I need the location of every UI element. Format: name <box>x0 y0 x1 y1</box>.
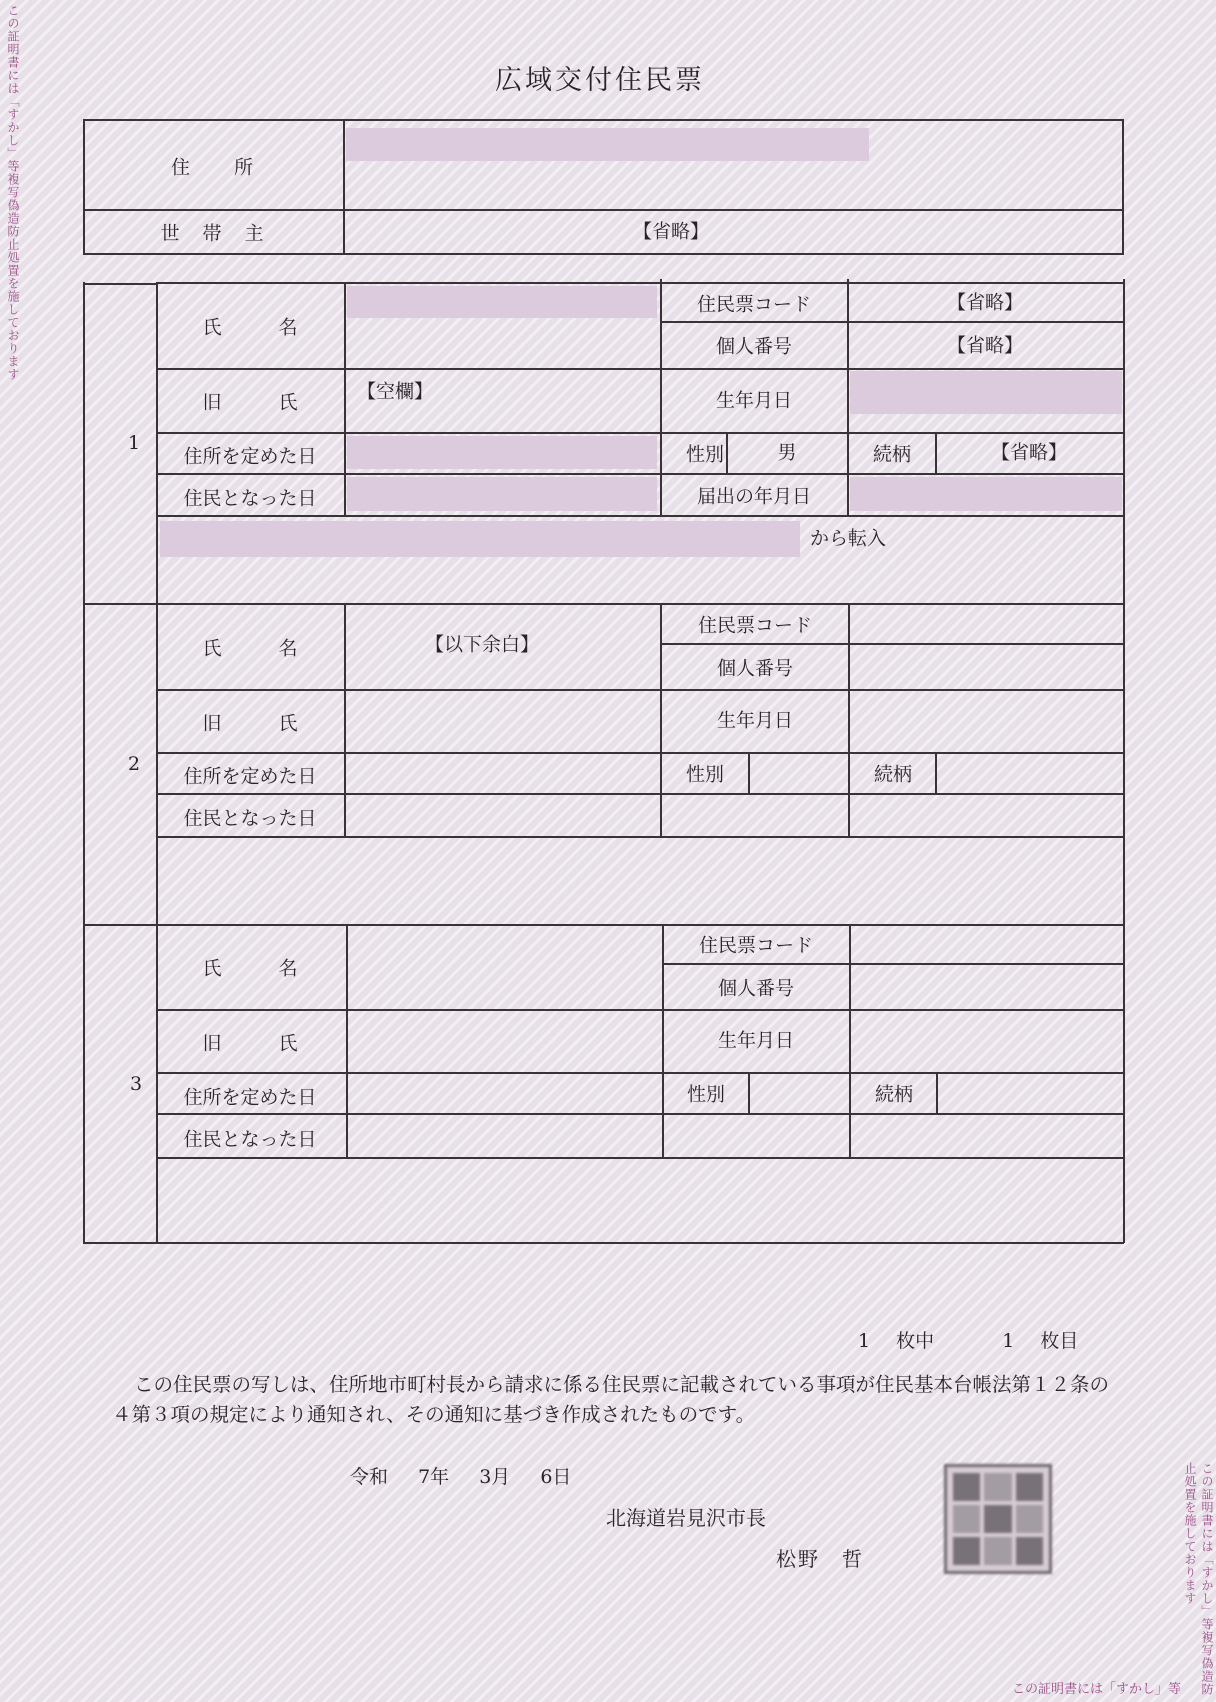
issuer-title: 北海道岩見沢市長 <box>606 1506 766 1530</box>
person-1-sex: 男 <box>777 441 797 464</box>
address-redacted <box>346 128 869 161</box>
person-1-moved-from-suffix: から転入 <box>809 527 887 550</box>
issuer-name: 松野 哲 <box>776 1547 864 1571</box>
person-2-old-surname-label: 旧 氏 <box>202 712 298 735</box>
person-1-relationship: 【省略】 <box>990 441 1068 464</box>
person-3-relationship-label: 続柄 <box>874 1083 914 1106</box>
householder-label: 世 帯 主 <box>160 222 266 245</box>
person-1-old-surname: 【空欄】 <box>356 380 434 403</box>
person-2-name: 【以下余白】 <box>424 633 540 656</box>
person-3-became-resident-date-label: 住民となった日 <box>183 1128 317 1151</box>
page-count-total: 1 <box>858 1330 871 1352</box>
person-2-became-resident-date-label: 住民となった日 <box>183 807 317 830</box>
person-2-sex-label: 性別 <box>685 763 725 786</box>
person-3-sex-label: 性別 <box>686 1083 726 1106</box>
issue-date <box>350 1462 571 1489</box>
person-2-birth-date-label: 生年月日 <box>716 709 794 732</box>
person-3-index: 3 <box>129 1073 143 1095</box>
person-1-resident-code: 【省略】 <box>946 291 1024 314</box>
person-2-resident-code-label: 住民票コード <box>697 614 813 637</box>
person-1-old-surname-label: 旧 氏 <box>202 391 298 414</box>
person-3-old-surname-label: 旧 氏 <box>202 1032 298 1055</box>
page-count-current: 1 <box>1002 1330 1015 1352</box>
person-2-address-set-date-label: 住所を定めた日 <box>183 765 317 788</box>
person-1-birth-date-label: 生年月日 <box>715 389 793 412</box>
issue-era: 令和 <box>350 1466 389 1488</box>
person-1-address-set-date-redacted <box>347 436 657 469</box>
page-count <box>858 1326 1078 1353</box>
person-3-name-label: 氏 名 <box>202 957 298 980</box>
issue-month: 3月 <box>479 1466 511 1488</box>
person-1-previous-address-redacted <box>160 521 800 557</box>
person-1-index: 1 <box>127 432 141 454</box>
issue-day: 6日 <box>540 1466 572 1488</box>
person-1-resident-code-label: 住民票コード <box>696 293 812 316</box>
watermark-note-left: この証明書には「すかし」等複写偽造防止処置を施しております <box>6 4 20 381</box>
page-count-total-suffix: 枚中 <box>896 1330 935 1352</box>
person-3-birth-date-label: 生年月日 <box>717 1029 795 1052</box>
watermark-note-right: この証明書には「すかし」等複写偽造防止処置を施しております <box>1183 1462 1214 1696</box>
official-seal <box>944 1464 1052 1574</box>
person-2-index: 2 <box>127 753 141 775</box>
person-1-name-label: 氏 名 <box>202 316 298 339</box>
person-2-name-label: 氏 名 <box>202 637 298 660</box>
person-2-individual-number-label: 個人番号 <box>716 657 794 680</box>
person-1-sex-label: 性別 <box>685 443 725 466</box>
person-3-resident-code-label: 住民票コード <box>698 934 814 957</box>
address-label: 住 所 <box>170 156 256 179</box>
householder-value: 【省略】 <box>632 220 710 243</box>
issue-year: 7年 <box>418 1466 450 1488</box>
person-1-individual-number-label: 個人番号 <box>715 335 793 358</box>
certification-text: この住民票の写しは、住所地市町村長から請求に係る住民票に記載されている事項が住民基本台帳法第１２条の４第３項の規定により通知され、その通知に基づき作成されたものです。 <box>112 1373 1110 1426</box>
person-1-name-redacted <box>347 286 657 318</box>
person-1-notification-date-redacted <box>850 477 1122 511</box>
watermark-note-bottom: この証明書には「すかし」等 <box>1012 1682 1182 1697</box>
person-3-address-set-date-label: 住所を定めた日 <box>183 1086 317 1109</box>
person-3-individual-number-label: 個人番号 <box>717 977 795 1000</box>
person-1-birth-date-redacted <box>850 371 1122 414</box>
person-2-relationship-label: 続柄 <box>873 763 913 786</box>
person-1-individual-number: 【省略】 <box>946 334 1024 357</box>
person-1-became-resident-date-redacted <box>347 477 657 511</box>
person-1-relationship-label: 続柄 <box>872 443 912 466</box>
person-1-address-set-date-label: 住所を定めた日 <box>183 445 317 468</box>
person-1-became-resident-date-label: 住民となった日 <box>183 487 317 510</box>
person-1-notification-date-label: 届出の年月日 <box>696 485 812 508</box>
document-title: 広域交付住民票 <box>495 65 705 96</box>
page-count-current-suffix: 枚目 <box>1040 1330 1079 1352</box>
